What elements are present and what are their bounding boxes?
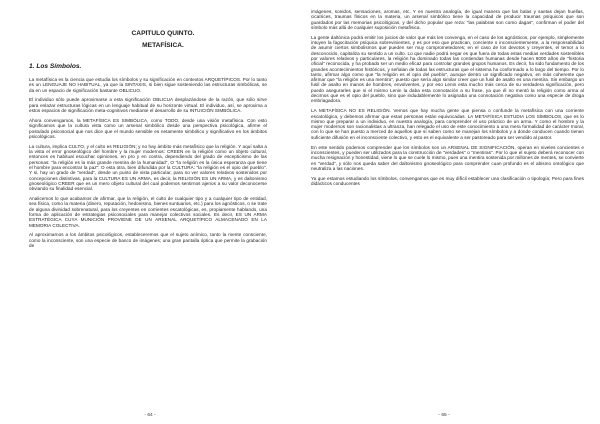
paragraph: Analicemos lo que acabamos de afirmar, que la religión, el culto de cualquier tipo y a cualquier tipo de entidad, sea física, como la materia (dinero, reputación, hedonismo, bienes suntuarios, etc.) para los agnósticos, o se trate de alguna divinidad sobrenatural, para los creyentes en corrientes escatológicas, es, propiamente hablando, una forma de aplicación de estrategias psicosociales para manejar colectivos sociales. Es decir, ES UN ARMA ESTRATÉGICA CUYA MUNICIÓN PROVIENE DE UN ARSENAL ARQUETÍPICO ALMACENADO EN LA MEMORIA COLECTIVA. (29, 196, 267, 228)
paragraph: Al aproximarnos a los ámbitos psicológicos, estableceremos que el sujeto anímico, tanto la mente consciente, como la inconsciente, son una especie de banco de imágenes; una gran pantalla óptica que permite la grabación de (29, 232, 267, 248)
left-page-text-column (29, 30, 267, 392)
paragraph: La metafísica es la ciencia que estudia los símbolos y su significación en contextos ARQUETÍPICOS. Por lo tanto es un LENGUAJE NO HABITUAL, ya que la SINTAXIS, si bien sigue sosteniendo las estructuras simbólicas, se da en un espacio de significación bastante OBLICUO. (29, 77, 267, 93)
page-number: - 64 - (144, 413, 156, 418)
paragraph: Ya que estamos estudiando los símbolos, convengamos que es muy difícil establecer una clasificación o tipología; Pero para fines didácticos conducentes (311, 175, 584, 186)
right-page-text-column (311, 9, 584, 392)
section-heading: 1. Los Símbolos. (29, 63, 82, 70)
paragraph: La gente daltónica podrá emitir los juicios de valor que más les convenga, en el caso de los agnósticos, por ejemplo, simplemente intuyen la fagocitación psíquica sobrevinientes, y es por eso que practican, conciente o inconscientemente, a la responsabilidad de asumir ciertos simbolismos que pueden ser muy comprometedores; en el caso de los devotos y creyentes, el temor a lo desconocido, capitaliza su sentido a un culto. Lo que nadie podrá negar es que fuera de todas estas medias verdades sostenibles por valores relativos y particulares, la religión ha dominado todas las contiendas humanas desde hacen 6000 años de "historia oficial" reconocida, y ha probado ser un medio eficaz para controlar grandes grupos humanos. Es decir, ha sido fundamento de los grandes acontecimientos históricos, y señalan de todas las estructuras que el sistema ha conformado a lo largo del tiempo. Por lo tanto, afirmar algo como que "la religión es el opio del pueblo", aunque dentro un significado negativo, en más coherente que afirmar que "la religión es una mentira", puesto que sería algo similar creer que un fusil de asalto es una mentira. Sin embargo un fusil de asalto en manos de hombres, envolventes, y por eso Lenin esta mucho más cerca de su verdadera significación, pero puedo asegurarles que ni el mismo Lenin la daba esta connotación a su frase, ya que él no mentó la religión como arma al decirnos que es el opio del pueblo, sino que indudablemente lo asignaba una connotación negativa como una especie de droga embriagadora. (311, 34, 584, 104)
paragraph: imágenes, sonidos, sensaciones, aromas, etc. Y en nuestra analogía, de igual manera que las balas y saetas dejan huellas, cicatrices, traumas físicos en la materia, un arsenal simbólico tiene la capacidad de producir traumas psíquicos que son guardados por las memorias psicológicas, y del dicho popular que reza: "las palabras son como dagas", confirman el poder del símbolo más allá de cualquier suposición metafísica. (311, 9, 584, 30)
paragraph: La cultura, implica CULTO, y el culto es RELIGIÓN; y no hay ámbito más metafísico que la religión. Y aquí salta a la vista el error gnoseológico del hombre y la mujer modernos: CREEN en la religión como un objeto cultural, entonces es habitual escuchar opiniones, en pro y en contra, dependiendo del grado de escepticismo de las personas: "la religión es la más grande mentira de la humanidad", O "la religión es la única esperanza que tiene el hombre para encontrar la paz": O esta otra, bien difundida por la CULTURA: "la religión es el opio del pueblo". Y si, hay un grado de "verdad", desde un punto de vista particular, para no ver valores relativos sostenidos por concepciones distintivas, para la CULTURA ES UN ARMA, es decir, la RELIGIÓN ES UN ARMA, y es daltonismo gnoseológico CREER que es un mero objeto cultural del cual podemos sentirnos ajenos a su valor deconocerse obviando su finalidad esencial. (29, 143, 267, 192)
paragraph: El individuo sólo puede aproximarse a esta significación OBLICUA desplazándose de la razón, que sólo sirve para enlazar estructuras lógicas en un lenguaje habitual de su horizonte virtual. El individuo, así, se aproxima a estos espacios de significación meta-cognitivos mediante el desarrollo de su INTUICIÓN SIMBÓLICA. (29, 97, 267, 114)
chapter-subtitle: METAFÍSICA. (142, 42, 184, 49)
paragraph: Ahora convengamos, la METAFÍSICA ES SIMBÓLICA, como TODO, desde una visión metafísica. Con esto significamos que la cultura vista como un arsenal simbólico desde una perspectiva psicológica, afirme el postulado psicosocial que nos dice que el mundo sensible es netamente simbólico y significativo en los ámbitos psicológicos. (29, 117, 267, 139)
paragraph: LA METAFÍSICA NO ES RELIGIÓN. Vemos que hay mucha gente que piensa o confunde la metafísica con una corriente escatológica, y debemos afirmar que estas personas están equivocadas. LA METAFÍSICA ESTUDIA LOS SÍMBOLOS, que es lo mismo que preparar a un individuo, en nuestra analogía, para comprender el uso práctico de un arma. Y como el hombre y la mujer modernos son racionalistas a ultranza, han relegado el uso de este conocimiento a una mera formalidad de carácter moral, con lo que se han puesto a merced de aquellos que sí saben como se manejan los símbolos y a donde conducen cuando tienen suficiente difusión en el inconsciente colectivo, y esto es el equivalente a ser pastoreado para ser vendido al pastor. (311, 108, 584, 140)
chapter-title: CAPÍTULO QUINTO. (131, 30, 195, 37)
paragraph: En este sentido podemos comprender que los símbolos son un ARSENAL DE SIGNIFICACIÓN, operan en niveles concientes e inconscientes, y pueden ser utilizados para la construcción de "verdades" o "mentiras". Por lo que el sujeto deberá reconocer con mucha resignación y honestidad, viene lo que se cuele lo mismo, pues una mentira sostenida por millones de mentes, se convierte en "verdad", y sólo nos queda saber del daltonismo gnoseológico para comprender cuan profundo es el abismo ontológico que neutraliza a las naciones. (311, 144, 584, 171)
right-page (300, 0, 600, 424)
page-number: - 65 - (438, 413, 450, 418)
